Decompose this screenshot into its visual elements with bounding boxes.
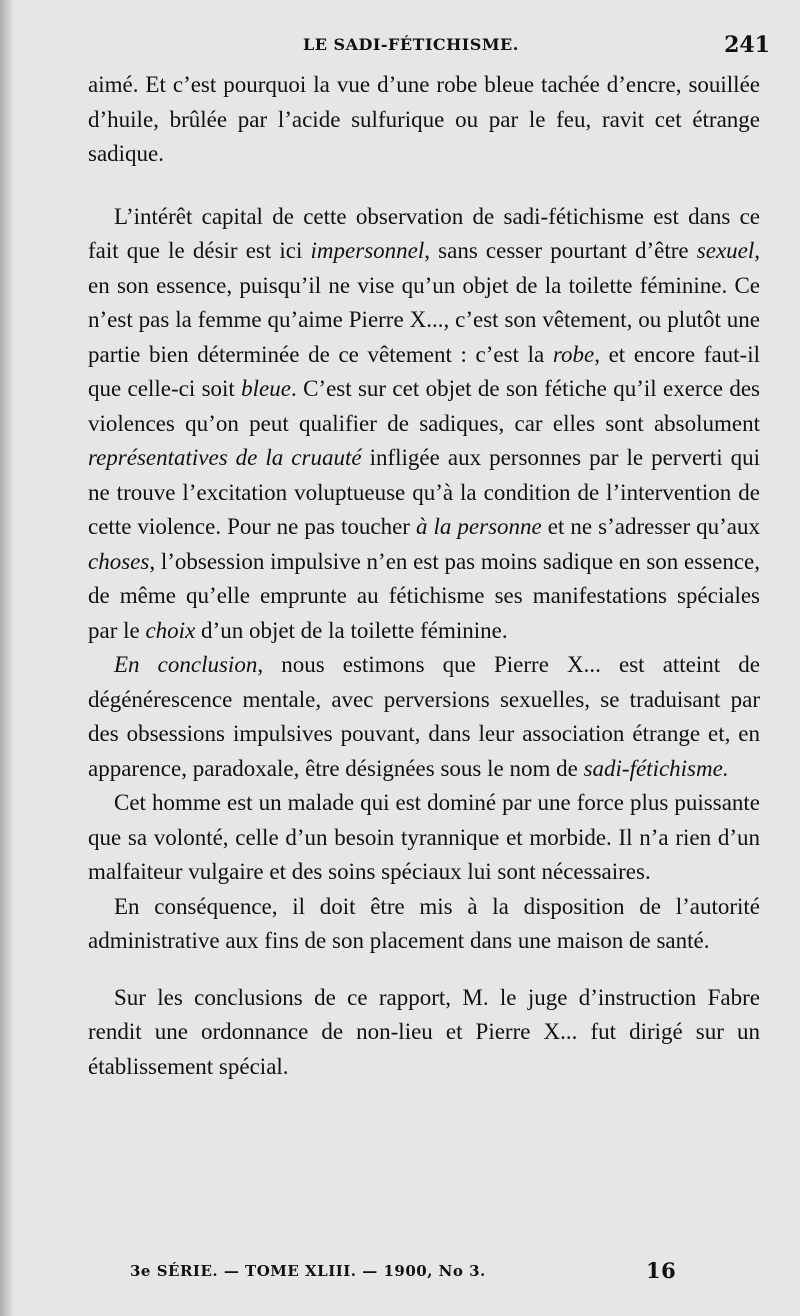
italic-text-segment: choix (145, 617, 196, 643)
text-segment: aimé. Et c’est pourquoi la vue d’une robe bleue tachée d’encre, souillée d’huile, brûlée par l’acide sulfurique ou par le feu, ravit cet étrange sadique. (88, 72, 760, 166)
paragraph (88, 68, 760, 172)
paragraph-gap (88, 959, 760, 981)
text-segment: , sans cesser pourtant d’être (424, 238, 697, 263)
text-segment: , et encore faut-il que celle-ci soit (88, 341, 760, 401)
italic-text-segment: bleue (241, 376, 291, 401)
italic-text-segment: sexuel (696, 238, 755, 263)
text-segment: d’un objet de la toilette féminine. (195, 617, 508, 643)
page-content (88, 28, 770, 1084)
text-segment: Cet homme est un malade qui est dominé par une force plus puissante que sa volonté, celle d’un besoin tyrannique et morbide. Il n’a rien d’un malfaiteur vulgaire et des soins spéciaux lui sont nécessaires. (88, 790, 760, 884)
page-number: 241 (724, 32, 770, 58)
paragraph-gap (88, 172, 760, 200)
footer (44, 1258, 684, 1292)
text-segment: infligée aux personnes par le perverti qui ne trouve l’excitation voluptueuse qu’à la condition de l’intervention de cette violence. Pour ne pas toucher (88, 445, 760, 539)
italic-text-segment: représentatives de la cruauté (88, 445, 362, 470)
text-segment: , l’obsession impulsive n’en est pas moins sadique en son essence, de même qu’elle emprunte au fétichisme ses manifestations spéciales par le (88, 548, 761, 643)
text-segment: En conséquence, il doit être mis à la disposition de l’autorité administrative aux fins de son placement dans une maison de santé. (88, 893, 760, 953)
italic-text-segment: robe (552, 341, 595, 367)
paragraph (88, 200, 760, 649)
journal-series-line: 3e SÉRIE. — TOME XLIII. — 1900, No 3. (130, 1262, 486, 1280)
text-segment: , en son essence, puisqu’il ne vise qu’un objet de la toilette féminine. Ce n’est pas la femme qu’aime Pierre X..., c’est son vêtement, ou plutôt une partie bien déterminée de ce vêtement : c’est la (88, 238, 760, 367)
italic-text-segment: sadi-fétichisme. (583, 755, 729, 781)
body-text (88, 68, 760, 1084)
paragraph (88, 981, 760, 1085)
signature-mark: 16 (646, 1258, 677, 1283)
paragraph (88, 786, 760, 890)
text-segment: L’intérêt capital de cette observation de sadi-fétichisme est dans ce fait que le désir est ici (88, 203, 760, 263)
italic-text-segment: choses (88, 548, 150, 574)
paragraph (88, 648, 760, 786)
italic-text-segment: impersonnel (310, 238, 425, 263)
text-segment: , nous estimons que Pierre X... est atteint de dégénérescence mentale, avec perversions sexuelles, se traduisant par des obsessions impulsives pouvant, dans leur association étrange et, en apparence, paradoxale, être désignées sous le nom de (88, 652, 761, 781)
paragraph (88, 890, 760, 959)
text-segment: . C’est sur cet objet de son fétiche qu’il exerce des violences qu’on peut qualifier de sadiques, car elles sont absolument (88, 376, 760, 436)
running-head (88, 28, 770, 62)
italic-text-segment: à la personne (416, 514, 542, 539)
text-segment: et ne s’adresser qu’aux (541, 514, 760, 539)
italic-text-segment: En conclusion (114, 652, 258, 677)
page-edge-shadow (0, 0, 14, 1316)
text-segment: Sur les conclusions de ce rapport, M. le juge d’instruction Fabre rendit une ordonnance de non-lieu et Pierre X... fut dirigé sur un établissement spécial. (88, 984, 760, 1079)
running-title: LE SADI-FÉTICHISME. (303, 35, 519, 54)
